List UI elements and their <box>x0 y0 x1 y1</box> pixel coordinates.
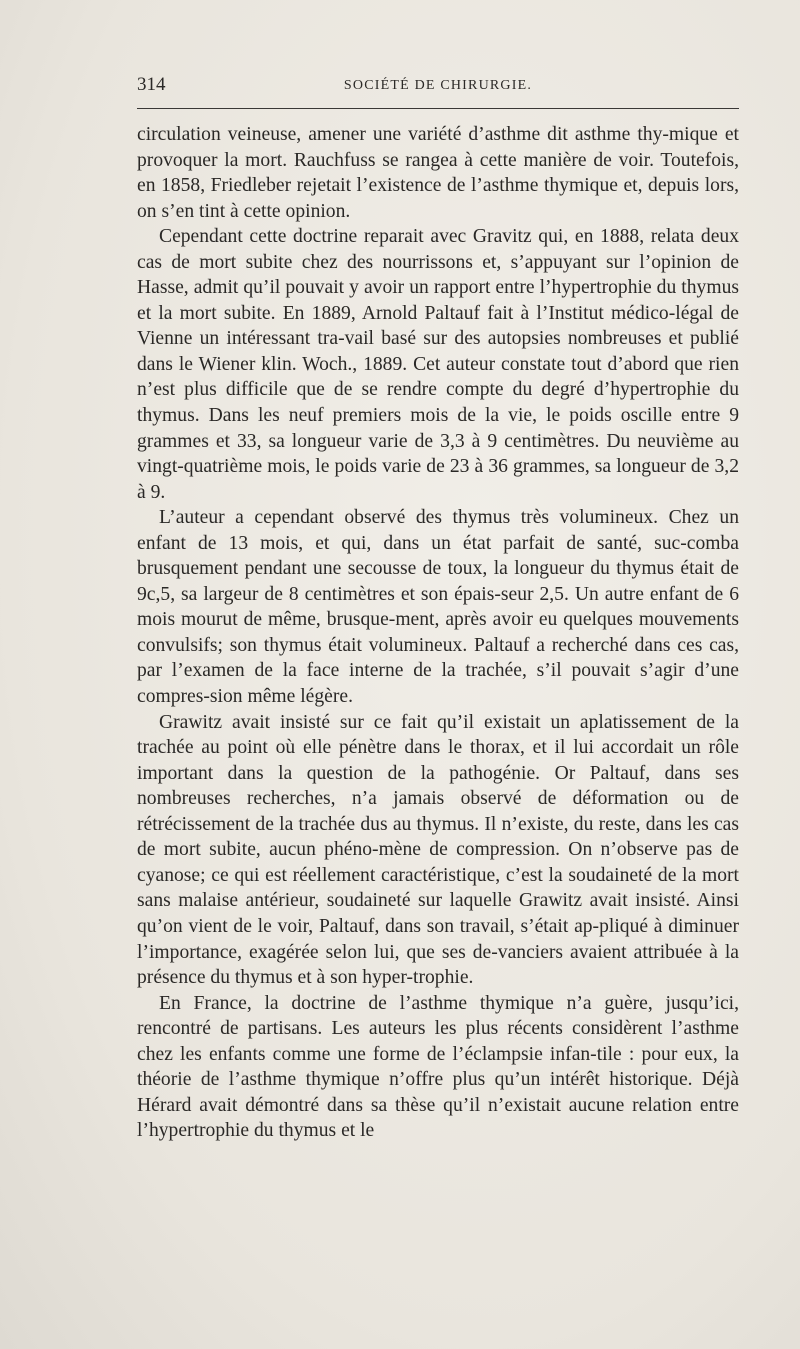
paragraph-4: Grawitz avait insisté sur ce fait qu’il existait un aplatissement de la trachée au point où elle pénètre dans le thorax, et il lui accordait un rôle important dans la question de la pathogénie. Or Paltauf, dans ses nombreuses recherches, n’a jamais observé de déformation ou de rétrécissement de la trachée dus au thymus. Il n’existe, du reste, dans les cas de mort subite, aucun phéno-mène de compression. On n’observe pas de cyanose; ce qui est réellement caractéristique, c’est la soudaineté de la mort sans malaise antérieur, soudaineté sur laquelle Grawitz avait insisté. Ainsi qu’on vient de le voir, Paltauf, dans son travail, s’était ap-pliqué à diminuer l’importance, exagérée selon lui, que ses de-vanciers avaient attribuée à la présence du thymus et à son hyper-trophie. <box>137 711 739 989</box>
header-rule <box>137 108 739 109</box>
body-text <box>137 122 739 1144</box>
paragraph-5: En France, la doctrine de l’asthme thymique n’a guère, jusqu’ici, rencontré de partisans. Les auteurs les plus récents considèrent l’asthme chez les enfants comme une forme de l’éclampsie infan-tile : pour eux, la théorie de l’asthme thymique n’offre plus qu’un intérêt historique. Déjà Hérard avait démontré dans sa thèse qu’il n’existait aucune relation entre l’hypertrophie du thymus et le <box>137 992 739 1142</box>
page-number: 314 <box>137 74 166 95</box>
page-header <box>137 74 739 102</box>
paragraph-1: circulation veineuse, amener une variété d’asthme dit asthme thy-mique et provoquer la mort. Rauchfuss se rangea à cette manière de voir. Toutefois, en 1858, Friedleber rejetait l’existence de l’asthme thymique et, depuis lors, on s’en tint à cette opinion. <box>137 124 739 222</box>
paragraph-2: Cependant cette doctrine reparait avec Gravitz qui, en 1888, relata deux cas de mort subite chez des nourrissons et, s’appuyant sur l’opinion de Hasse, admit qu’il pouvait y avoir un rapport entre l’hypertrophie du thymus et la mort subite. En 1889, Arnold Paltauf fait à l’Institut médico-légal de Vienne un intéressant tra-vail basé sur des autopsies nombreuses et publié dans le Wiener klin. Woch., 1889. Cet auteur constate tout d’abord que rien n’est plus difficile que de se rendre compte du degré d’hypertrophie du thymus. Dans les neuf premiers mois de la vie, le poids oscille entre 9 grammes et 33, sa longueur varie de 3,3 à 9 centimètres. Du neuvième au vingt-quatrième mois, le poids varie de 23 à 36 grammes, sa longueur de 3,2 à 9. <box>137 226 739 503</box>
running-title: SOCIÉTÉ DE CHIRURGIE. <box>343 78 533 93</box>
paragraph-3: L’auteur a cependant observé des thymus très volumineux. Chez un enfant de 13 mois, et qui, dans un état parfait de santé, suc-comba brusquement pendant une secousse de toux, la longueur du thymus était de 9c,5, sa largeur de 8 centimètres et son épais-seur 2,5. Un autre enfant de 6 mois mourut de même, brusque-ment, après avoir eu quelques mouvements convulsifs; son thymus était volumineux. Paltauf a recherché dans ces cas, par l’examen de la face interne de la trachée, s’il pouvait s’agir d’une compres-sion même légère. <box>137 507 739 708</box>
